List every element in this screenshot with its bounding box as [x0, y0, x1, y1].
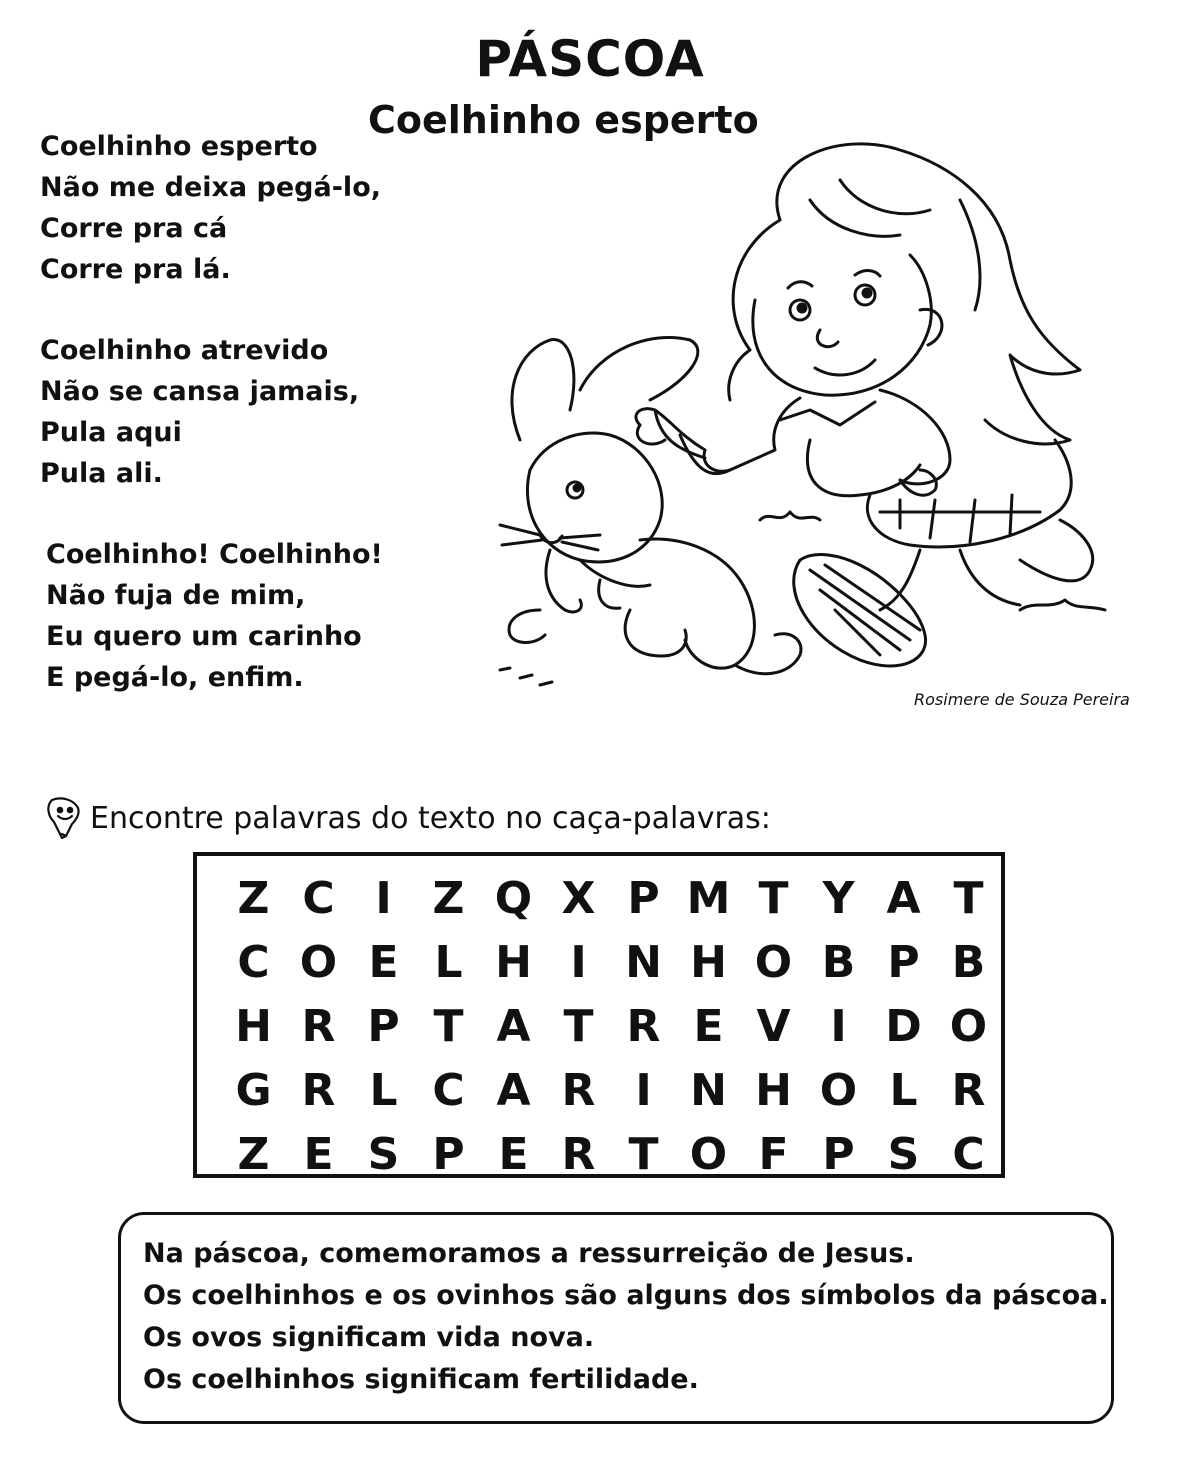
word-search-letter: Y: [822, 872, 855, 924]
poem-title: Coelhinho esperto: [368, 98, 759, 142]
word-search-letter: X: [561, 872, 596, 924]
word-search-letter: L: [369, 1064, 398, 1116]
word-search-letter: S: [367, 1128, 400, 1180]
word-search-letter: E: [693, 1000, 724, 1052]
word-search-letter: Z: [237, 1128, 270, 1180]
word-search-letter: V: [756, 1000, 791, 1052]
word-search-letter: D: [885, 1000, 922, 1052]
word-search-letter: O: [754, 936, 793, 988]
poem-line: E pegá-lo, enfim.: [46, 662, 304, 693]
author-credit: Rosimere de Souza Pereira: [914, 690, 1130, 709]
word-search-letter: T: [433, 1000, 464, 1052]
word-search-letter: T: [953, 872, 984, 924]
word-search-letter: L: [434, 936, 463, 988]
word-search-letter: S: [887, 1128, 920, 1180]
word-search-letter: H: [690, 936, 727, 988]
word-search-letter: H: [755, 1064, 792, 1116]
poem-line: Coelhinho atrevido: [40, 335, 329, 366]
poem-stanza: [46, 534, 383, 698]
poem-stanza: [40, 330, 359, 494]
word-search-letter: B: [821, 936, 856, 988]
word-search-letter: R: [561, 1064, 596, 1116]
word-search-letter: I: [635, 1064, 652, 1116]
activity-instruction: Encontre palavras do texto no caça-palavras:: [90, 800, 771, 836]
word-search-letter: P: [627, 872, 660, 924]
pencil-icon: [44, 796, 84, 840]
word-search-letter: Z: [432, 872, 465, 924]
word-search-letter: N: [690, 1064, 727, 1116]
word-search-letter: E: [368, 936, 399, 988]
word-search-letter: C: [302, 872, 335, 924]
word-search-letter: P: [367, 1000, 400, 1052]
word-search-letter: R: [301, 1064, 336, 1116]
word-search-letter: O: [819, 1064, 858, 1116]
word-search-letter: I: [375, 872, 392, 924]
word-search-letter: T: [628, 1128, 659, 1180]
info-line: Os coelhinhos significam fertilidade.: [143, 1364, 699, 1395]
poem-line: Corre pra lá.: [40, 254, 231, 285]
easter-info-box: [118, 1212, 1114, 1424]
word-search-letter: O: [299, 936, 338, 988]
word-search-letter: A: [496, 1064, 531, 1116]
word-search-letter: R: [626, 1000, 661, 1052]
word-search-letter: M: [686, 872, 731, 924]
girl-chasing-bunny-illustration: [480, 140, 1140, 700]
word-search-letter: R: [561, 1128, 596, 1180]
word-search-letter: O: [689, 1128, 728, 1180]
poem-line: Pula aqui: [40, 417, 182, 448]
word-search-letter: L: [889, 1064, 918, 1116]
word-search-grid: [221, 866, 1001, 1186]
word-search-letter: F: [758, 1128, 789, 1180]
word-search-letter: E: [498, 1128, 529, 1180]
word-search-letter: C: [237, 936, 270, 988]
word-search-letter: R: [301, 1000, 336, 1052]
word-search-letter: A: [496, 1000, 531, 1052]
word-search-letter: H: [495, 936, 532, 988]
info-line: Os coelhinhos e os ovinhos são alguns dos símbolos da páscoa.: [143, 1280, 1109, 1311]
word-search-letter: H: [235, 1000, 272, 1052]
word-search-letter: I: [570, 936, 587, 988]
word-search-letter: G: [235, 1064, 272, 1116]
poem-line: Pula ali.: [40, 458, 163, 489]
poem-line: Corre pra cá: [40, 213, 228, 244]
poem-line: Não fuja de mim,: [46, 580, 306, 611]
word-search-letter: N: [625, 936, 662, 988]
word-search-letter: I: [830, 1000, 847, 1052]
poem-line: Coelhinho esperto: [40, 131, 318, 162]
word-search-letter: E: [303, 1128, 334, 1180]
word-search-letter: R: [951, 1064, 986, 1116]
info-line: Os ovos significam vida nova.: [143, 1322, 595, 1353]
word-search-letter: B: [951, 936, 986, 988]
word-search-letter: P: [432, 1128, 465, 1180]
word-search-puzzle: [193, 852, 1005, 1178]
page-title: PÁSCOA: [475, 30, 705, 88]
word-search-letter: T: [758, 872, 789, 924]
activity-header: [44, 796, 771, 840]
poem-line: Não se cansa jamais,: [40, 376, 360, 407]
word-search-letter: C: [432, 1064, 465, 1116]
poem-line: Eu quero um carinho: [46, 621, 362, 652]
word-search-letter: Z: [237, 872, 270, 924]
word-search-letter: P: [822, 1128, 855, 1180]
word-search-letter: A: [886, 872, 921, 924]
info-line: Na páscoa, comemoramos a ressurreição de Jesus.: [143, 1238, 915, 1269]
poem-line: Não me deixa pegá-lo,: [40, 172, 381, 203]
word-search-letter: P: [887, 936, 920, 988]
word-search-letter: Q: [494, 872, 533, 924]
word-search-letter: O: [949, 1000, 988, 1052]
poem-stanza: [40, 126, 381, 290]
poem-line: Coelhinho! Coelhinho!: [46, 539, 383, 570]
word-search-letter: C: [952, 1128, 985, 1180]
word-search-letter: T: [563, 1000, 594, 1052]
